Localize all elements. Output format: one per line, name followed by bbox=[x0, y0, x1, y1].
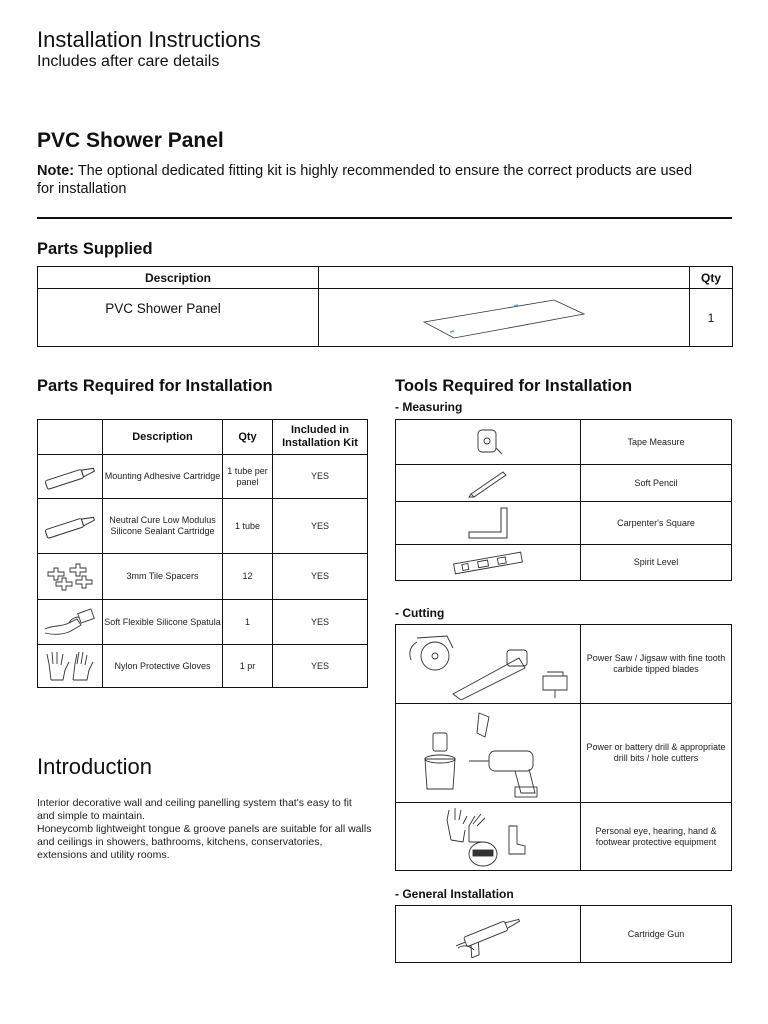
row-included: YES bbox=[273, 600, 368, 645]
panel-illustration-icon bbox=[319, 289, 690, 347]
spirit-level-icon bbox=[396, 545, 581, 581]
col-description: Description bbox=[38, 267, 319, 289]
col-image bbox=[319, 267, 690, 289]
col-qty: Qty bbox=[690, 267, 733, 289]
table-row bbox=[38, 645, 368, 688]
table-row bbox=[38, 289, 319, 347]
tool-label: Power Saw / Jigsaw with fine tooth carbide tipped blades bbox=[581, 625, 732, 704]
note-text: The optional dedicated fitting kit is highly recommended to ensure the correct products are used for installation bbox=[37, 163, 693, 197]
spatula-icon bbox=[38, 600, 103, 645]
row-qty: 12 bbox=[223, 554, 273, 600]
sealant-cartridge-icon bbox=[38, 499, 103, 554]
saws-icon bbox=[396, 625, 581, 704]
introduction-heading: Introduction bbox=[37, 754, 152, 779]
cartridge-gun-icon bbox=[396, 906, 581, 963]
product-name: PVC Shower Panel bbox=[37, 129, 224, 152]
tool-label: Personal eye, hearing, hand & footwear protective equipment bbox=[581, 803, 732, 871]
item-qty: 1 bbox=[690, 289, 733, 347]
adhesive-cartridge-icon bbox=[38, 455, 103, 499]
tool-label: Carpenter's Square bbox=[581, 502, 732, 545]
table-row bbox=[38, 600, 368, 645]
row-included: YES bbox=[273, 645, 368, 688]
col-qty: Qty bbox=[223, 420, 273, 455]
cutting-label: - Cutting bbox=[395, 606, 445, 620]
row-description: Mounting Adhesive Cartridge bbox=[103, 455, 223, 499]
table-row bbox=[396, 545, 732, 581]
row-included: YES bbox=[273, 455, 368, 499]
cutting-table bbox=[395, 624, 732, 871]
document-title: Installation Instructions bbox=[37, 27, 261, 52]
parts-required-heading: Parts Required for Installation bbox=[37, 377, 273, 395]
drill-icon bbox=[396, 704, 581, 803]
table-row bbox=[396, 465, 732, 502]
col-description: Description bbox=[103, 420, 223, 455]
row-included: YES bbox=[273, 554, 368, 600]
safety-equipment-icon bbox=[396, 803, 581, 871]
divider bbox=[37, 217, 732, 219]
parts-supplied-heading: Parts Supplied bbox=[37, 240, 153, 258]
row-qty: 1 tube per panel bbox=[223, 455, 273, 499]
tool-label: Spirit Level bbox=[581, 545, 732, 581]
table-row bbox=[396, 502, 732, 545]
table-row bbox=[396, 625, 732, 704]
tools-required-heading: Tools Required for Installation bbox=[395, 377, 633, 395]
tool-label: Soft Pencil bbox=[581, 465, 732, 502]
row-qty: 1 tube bbox=[223, 499, 273, 554]
gloves-icon bbox=[38, 645, 103, 688]
tool-label: Power or battery drill & appropriate drill bits / hole cutters bbox=[581, 704, 732, 803]
row-description: Soft Flexible Silicone Spatula bbox=[103, 600, 223, 645]
measuring-label: - Measuring bbox=[395, 400, 463, 414]
tile-spacers-icon bbox=[38, 554, 103, 600]
table-row bbox=[38, 554, 368, 600]
table-row bbox=[396, 420, 732, 465]
parts-supplied-table bbox=[37, 266, 733, 347]
carpenters-square-icon bbox=[396, 502, 581, 545]
item-name: PVC Shower Panel bbox=[105, 301, 221, 316]
table-row bbox=[38, 455, 368, 499]
row-description: 3mm Tile Spacers bbox=[103, 554, 223, 600]
tool-label: Cartridge Gun bbox=[581, 906, 732, 963]
col-included-kit: Included in Installation Kit bbox=[273, 420, 368, 455]
table-row bbox=[396, 906, 732, 963]
table-row bbox=[396, 704, 732, 803]
product-note bbox=[37, 162, 697, 198]
row-description: Neutral Cure Low Modulus Silicone Sealant Cartridge bbox=[103, 499, 223, 554]
row-qty: 1 bbox=[223, 600, 273, 645]
parts-required-table bbox=[37, 419, 368, 688]
row-description: Nylon Protective Gloves bbox=[103, 645, 223, 688]
measuring-table bbox=[395, 419, 732, 581]
introduction-line: Honeycomb lightweight tongue & groove panels are suitable for all walls and ceilings in showers, bathrooms, kitchens, conservatories, extensions and utility rooms. bbox=[37, 823, 372, 861]
tape-measure-icon bbox=[396, 420, 581, 465]
pencil-icon bbox=[396, 465, 581, 502]
general-installation-label: - General Installation bbox=[395, 887, 514, 901]
document-subtitle: Includes after care details bbox=[37, 53, 220, 70]
tool-label: Tape Measure bbox=[581, 420, 732, 465]
table-row bbox=[396, 803, 732, 871]
row-included: YES bbox=[273, 499, 368, 554]
row-qty: 1 pr bbox=[223, 645, 273, 688]
introduction-line: Interior decorative wall and ceiling panelling system that's easy to fit and simple to maintain. bbox=[37, 797, 352, 822]
note-label: Note: bbox=[37, 163, 75, 179]
introduction-text bbox=[37, 797, 372, 862]
col-image bbox=[38, 420, 103, 455]
table-row bbox=[38, 499, 368, 554]
general-installation-table bbox=[395, 905, 732, 963]
